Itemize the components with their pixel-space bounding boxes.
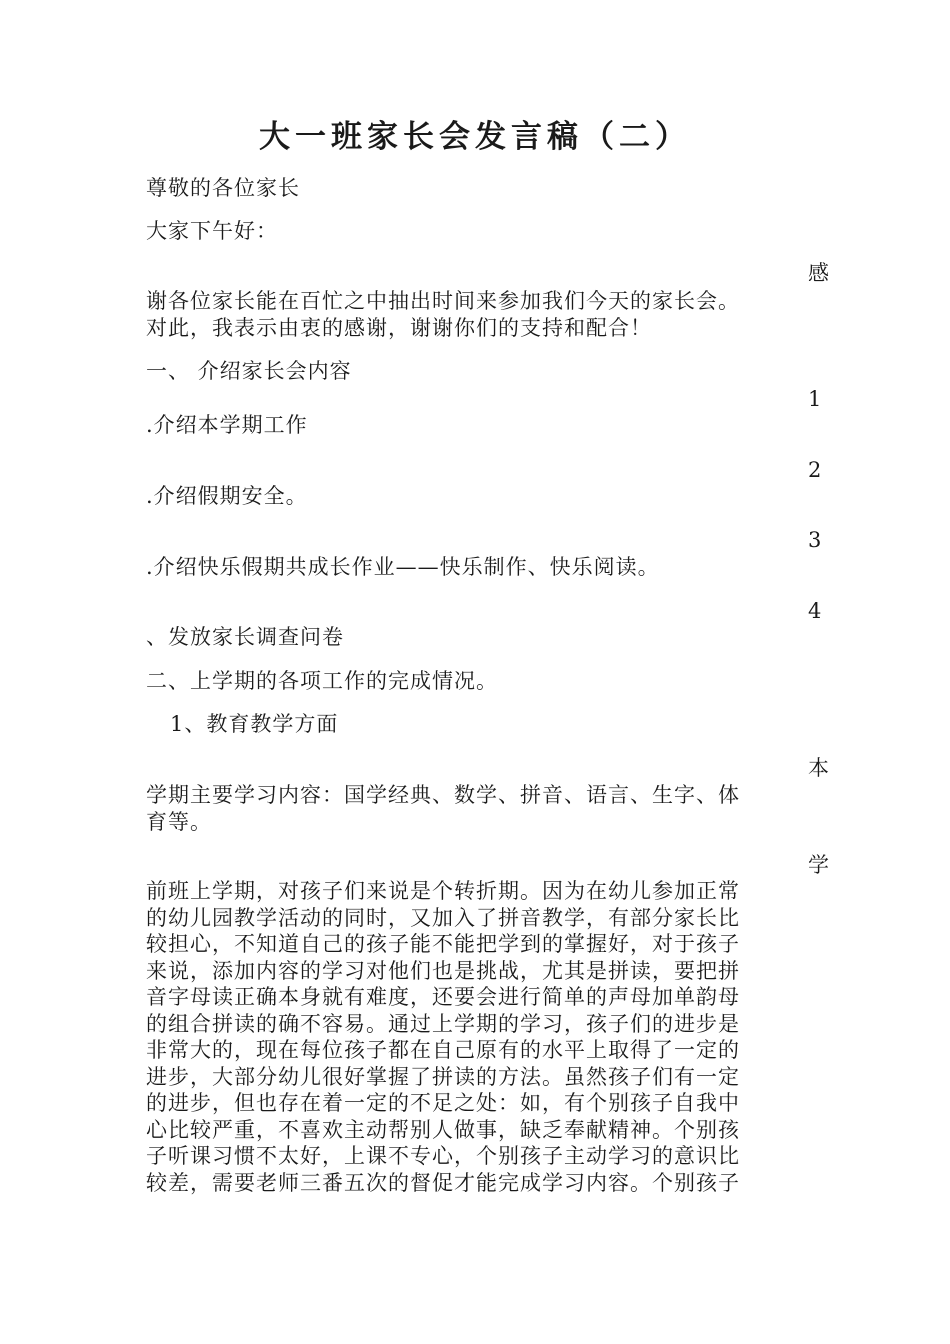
sub-heading-1: 1、教育教学方面 <box>170 712 339 736</box>
salutation: 尊敬的各位家长 <box>146 176 300 200</box>
text-line: 心比较严重，不喜欢主动帮别人做事，缺乏奉献精神。个别孩 <box>146 1117 740 1142</box>
text-line: 的组合拼读的确不容易。通过上学期的学习，孩子们的进步是 <box>146 1011 740 1036</box>
text-line: 的幼儿园教学活动的同时，又加入了拼音教学，有部分家长比 <box>146 905 740 930</box>
text-line: 较担心，不知道自己的孩子能不能把学到的掌握好，对于孩子 <box>146 932 740 956</box>
text-line: 子听课习惯不太好，上课不专心，个别孩子主动学习的意识比 <box>146 1144 740 1168</box>
list-item-4: 、发放家长调查问卷 <box>146 625 344 649</box>
text-line: 来说，添加内容的学习对他们也是挑战，尤其是拼读，要把拼 <box>146 958 740 983</box>
text-line: 育等。 <box>146 809 212 834</box>
list-item-1: .介绍本学期工作 <box>146 413 308 437</box>
greeting: 大家下午好： <box>146 219 278 243</box>
margin-char-xue: 学 <box>808 853 829 877</box>
text-line: 音字母读正确本身就有难度，还要会进行简单的声母加单韵母 <box>146 985 740 1009</box>
text-line: 较差，需要老师三番五次的督促才能完成学习内容。个别孩子 <box>146 1170 740 1195</box>
margin-number-1: 1 <box>808 387 822 411</box>
margin-number-2: 2 <box>808 458 822 482</box>
text-line: 进步，大部分幼儿很好掌握了拼读的方法。虽然孩子们有一定 <box>146 1064 740 1089</box>
body-paragraph <box>146 878 796 1196</box>
thanks-paragraph <box>146 288 796 341</box>
section-heading-2: 二、上学期的各项工作的完成情况。 <box>146 669 498 693</box>
content-paragraph <box>146 782 796 835</box>
text-line: 学期主要学习内容：国学经典、数学、拼音、语言、生字、体 <box>146 783 740 807</box>
margin-char-gan: 感 <box>808 261 829 285</box>
margin-number-3: 3 <box>808 528 822 552</box>
margin-char-ben: 本 <box>808 756 829 780</box>
margin-number-4: 4 <box>808 599 822 623</box>
text-line: 非常大的，现在每位孩子都在自己原有的水平上取得了一定的 <box>146 1038 740 1062</box>
section-heading-1: 一、 介绍家长会内容 <box>146 359 352 383</box>
list-item-3: .介绍快乐假期共成长作业——快乐制作、快乐阅读。 <box>146 555 660 579</box>
list-item-2: .介绍假期安全。 <box>146 484 308 508</box>
text-line: 对此，我表示由衷的感谢，谢谢你们的支持和配合！ <box>146 315 652 340</box>
text-line: 的进步，但也存在着一定的不足之处：如，有个别孩子自我中 <box>146 1091 740 1115</box>
document-title: 大一班家长会发言稿（二） <box>259 119 691 155</box>
text-line: 前班上学期，对孩子们来说是个转折期。因为在幼儿参加正常 <box>146 879 740 903</box>
text-line: 谢各位家长能在百忙之中抽出时间来参加我们今天的家长会。 <box>146 289 740 313</box>
